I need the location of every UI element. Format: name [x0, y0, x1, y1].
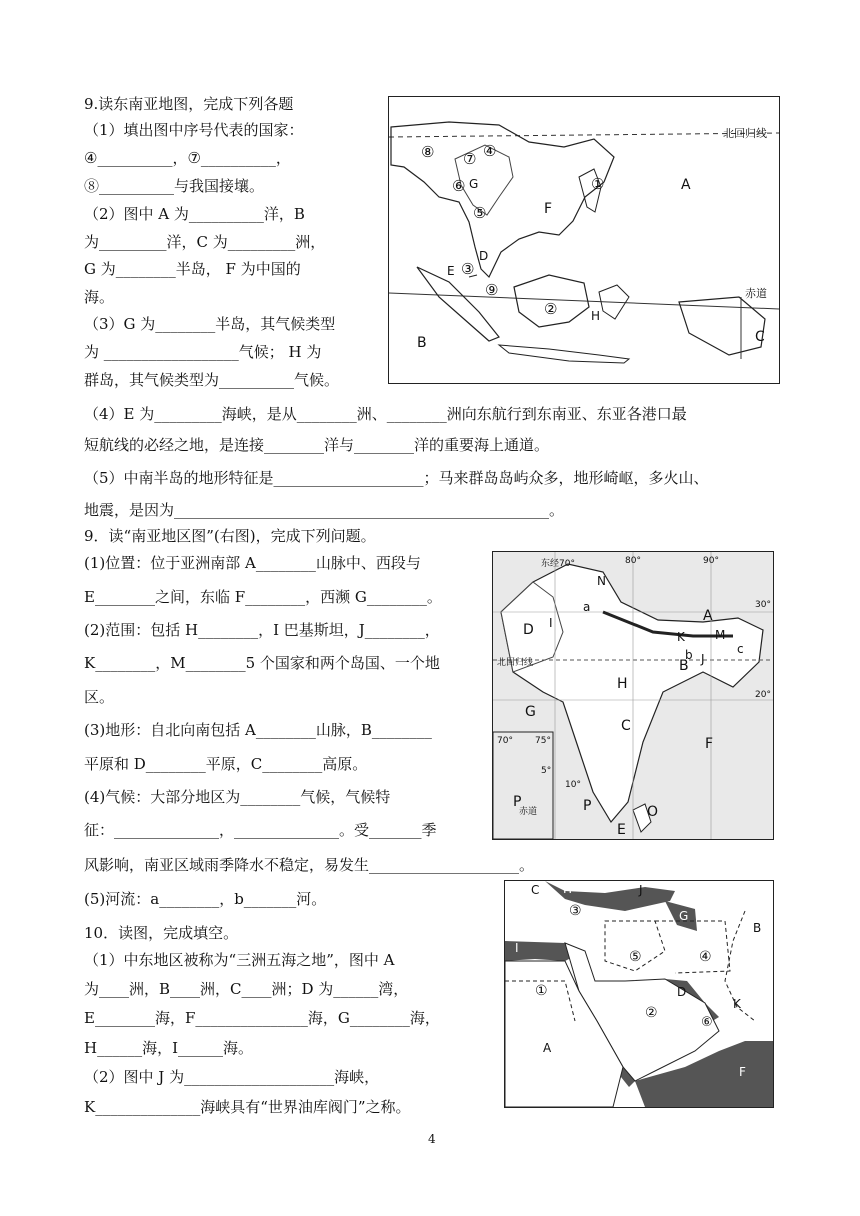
q9b-line: K________，M________5 个国家和两个岛国、一个地	[84, 654, 440, 672]
q9-line: （1）填出图中序号代表的国家：	[84, 121, 304, 139]
label-c: C	[621, 718, 631, 734]
num-9: ⑨	[485, 281, 499, 299]
q10-line: 为____洲，B____洲，C____洲；D 为______湾，	[84, 980, 409, 998]
label-g: G	[469, 177, 479, 191]
label-f: F	[739, 1065, 746, 1079]
q9-line: 为_________洋，C 为_________洲，	[84, 233, 326, 251]
num-7: ⑦	[463, 150, 477, 168]
equator-label: 赤道	[745, 287, 767, 300]
q9-line: 短航线的必经之地，是连接________洋与________洋的重要海上通道。	[84, 436, 550, 454]
label-m: M	[715, 628, 726, 642]
label-o: O	[647, 804, 659, 820]
num-3: ③	[569, 903, 582, 919]
label-b: B	[417, 335, 427, 351]
label-g: G	[679, 909, 689, 923]
label-e: E	[447, 264, 455, 278]
label-c-river: c	[737, 642, 744, 656]
label-f: F	[705, 736, 714, 752]
label-b: B	[753, 921, 762, 935]
q9b-line: (4)气候：大部分地区为________气候，气候特	[84, 788, 391, 806]
num-6: ⑥	[701, 1015, 713, 1030]
label-n: N	[597, 574, 606, 588]
label-k: K	[733, 997, 741, 1011]
label-d: D	[479, 249, 489, 263]
q9b-line: (3)地形：自北向南包括 A________山脉，B________	[84, 721, 432, 739]
lon-80: 80°	[625, 556, 641, 566]
label-k: K	[677, 630, 685, 644]
middle-east-map	[504, 880, 774, 1108]
q10-line: （1）中东地区被称为“三洲五海之地”，图中 A	[84, 951, 395, 969]
q10-line: E________海，F_______________海，G________海，	[84, 1009, 440, 1027]
q9b-line: (1)位置：位于亚洲南部 A________山脉中、西段与	[84, 554, 421, 572]
south-asia-map	[492, 551, 774, 840]
page-number: 4	[428, 1132, 436, 1146]
label-b-river: b	[685, 648, 693, 662]
equator-label: 赤道	[519, 807, 538, 817]
label-j: J	[639, 883, 643, 897]
q9-line: 为 __________________气候； H 为	[84, 343, 322, 361]
q9-line: ④__________，⑦__________，	[84, 149, 291, 167]
q9b-line: 区。	[84, 688, 115, 706]
lat-10: 10°	[565, 780, 581, 790]
tropic-label: 北回归线	[497, 658, 534, 668]
label-f: F	[544, 201, 553, 217]
q9b-line: E________之间，东临 F________，西濒 G________。	[84, 588, 442, 606]
label-p2: P	[583, 798, 592, 814]
lat-20: 20°	[755, 690, 771, 700]
q10-line: K______________海峡具有“世界油库阀门”之称。	[84, 1098, 411, 1116]
q9-line: （4）E 为_________海峡，是从________洲、________洲向东航行到东南亚、东亚各港口最	[84, 405, 687, 423]
q9b-line: (2)范围：包括 H________，I 巴基斯坦，J________，	[84, 621, 440, 639]
tropic-label: 北回归线	[723, 127, 767, 140]
lon-90: 90°	[703, 556, 719, 566]
southeast-asia-map	[388, 96, 780, 384]
label-a: A	[681, 177, 691, 193]
num-2: ②	[544, 300, 558, 318]
q9b-line: 平原和 D________平原，C________高原。	[84, 755, 368, 773]
label-g: G	[525, 704, 536, 720]
num-6: ⑥	[452, 177, 466, 195]
q9-line: （3）G 为________半岛，其气候类型	[84, 315, 336, 333]
q9-line: （2）图中 A 为__________洋，B	[84, 205, 305, 223]
label-h: H	[617, 676, 628, 692]
label-j: J	[701, 652, 705, 666]
num-5: ⑤	[629, 949, 642, 965]
lon-70b: 70°	[497, 736, 513, 746]
lat-30: 30°	[755, 600, 771, 610]
label-c: C	[755, 329, 765, 345]
num-5: ⑤	[473, 204, 487, 222]
label-a: A	[543, 1041, 552, 1055]
q9-title: 9.读东南亚地图，完成下列各题	[84, 95, 294, 113]
label-c: C	[531, 883, 540, 897]
label-p: P	[513, 794, 522, 810]
label-h: H	[563, 882, 573, 896]
label-i: I	[515, 941, 519, 955]
label-d: D	[677, 985, 687, 999]
label-i: I	[549, 616, 553, 630]
label-d: D	[523, 622, 534, 638]
q9-line: 地震，是因为__________________________________________________。	[84, 501, 565, 519]
q9b-line: 征：______________，______________。受_______季	[84, 821, 437, 839]
label-a-river: a	[583, 600, 591, 614]
lon-70: 东经70°	[541, 559, 575, 569]
label-b: B	[679, 658, 689, 674]
num-8: ⑧	[421, 143, 435, 161]
q9b-line: 风影响，南亚区域雨季降水不稳定，易发生____________________。	[84, 856, 535, 874]
q9-line: G 为________半岛， F 为中国的	[84, 260, 301, 278]
q9-line: 海。	[84, 288, 115, 306]
num-4: ④	[699, 949, 712, 965]
q9-line: （5）中南半岛的地形特征是____________________；马来群岛岛屿众多，地形崎岖，多火山、	[84, 469, 709, 487]
label-e: E	[617, 822, 626, 838]
num-2: ②	[645, 1005, 658, 1021]
lon-75: 75°	[535, 736, 551, 746]
num-3: ③	[461, 260, 475, 278]
q9-line: ⑧__________与我国接壤。	[84, 177, 265, 195]
label-h: H	[591, 309, 601, 323]
num-1: ①	[591, 175, 605, 193]
num-4: ④	[483, 142, 497, 160]
num-1: ①	[535, 983, 548, 999]
q10-line: H______海，I______海。	[84, 1039, 254, 1057]
lat-5: 5°	[541, 766, 552, 776]
label-a: A	[703, 608, 713, 624]
q9b-line: (5)河流：a________，b_______河。	[84, 890, 327, 908]
q10-title: 10．读图，完成填空。	[84, 924, 239, 942]
q10-line: （2）图中 J 为____________________海峡，	[84, 1068, 380, 1086]
label-e: E	[595, 1031, 603, 1045]
q9-line: 群岛，其气候类型为__________气候。	[84, 371, 340, 389]
q9b-title: 9．读“南亚地区图”(右图)，完成下列问题。	[84, 527, 376, 545]
